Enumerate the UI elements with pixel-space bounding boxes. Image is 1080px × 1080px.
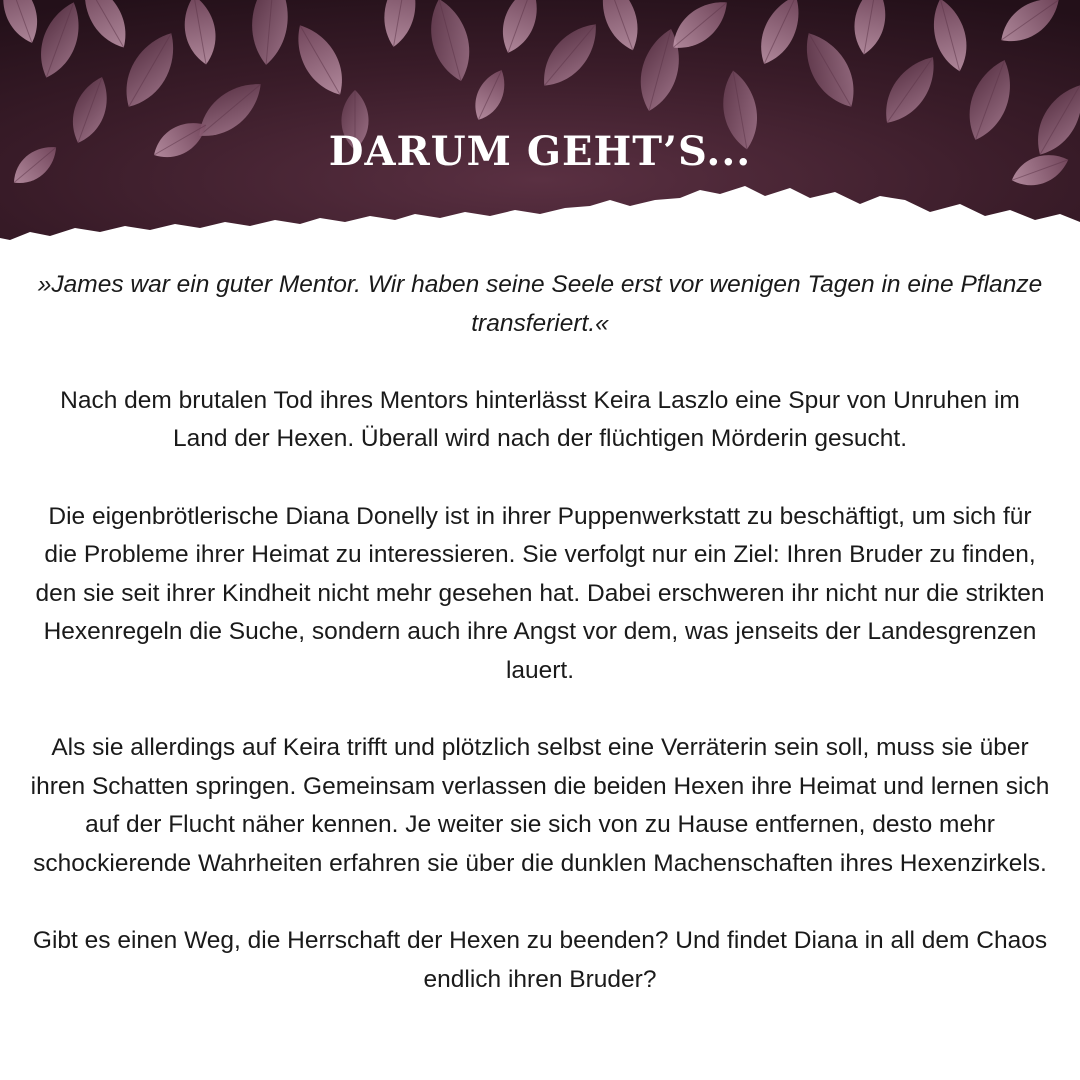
synopsis-paragraph-1: Nach dem brutalen Tod ihres Mentors hinterlässt Keira Laszlo eine Spur von Unruhen im Land der Hexen. Überall wird nach der flüchtigen Mörderin gesucht.: [60, 386, 1020, 453]
page-title: DARUM GEHT’S...: [328, 128, 752, 175]
synopsis-paragraph-3: Als sie allerdings auf Keira trifft und plötzlich selbst eine Verräterin sein soll, muss sie über ihren Schatten springen. Gemeinsam verlassen die beiden Hexen ihre Heimat und lernen sich auf der Flucht näher kennen. Je weiter sie sich von zu Hause entfernen, desto mehr schockierende Wahrheiten erfahren sie über die dunklen Machenschaften ihres Hexenzirkels.: [30, 734, 1050, 877]
synopsis-paragraph-4: Gibt es einen Weg, die Herrschaft der Hexen zu beenden? Und findet Diana in all dem Chaos endlich ihren Bruder?: [32, 927, 1048, 993]
banner-background: [0, 0, 1080, 240]
opening-quote: »James war ein guter Mentor. Wir haben seine Seele erst vor wenigen Tagen in eine Pflanze transferiert.«: [37, 271, 1043, 337]
synopsis-paragraph-2: Die eigenbrötlerische Diana Donelly ist in ihrer Puppenwerkstatt zu beschäftigt, um sich für die Probleme ihrer Heimat zu interessieren. Sie verfolgt nur ein Ziel: Ihren Bruder zu finden, den sie seit ihrer Kindheit nicht mehr gesehen hat. Dabei erschweren ihr nicht nur die strikten Hexenregeln die Suche, sondern auch ihre Angst vor dem, was jenseits der Landesgrenzen lauert.: [35, 502, 1045, 684]
synopsis-text: [30, 266, 1050, 1038]
